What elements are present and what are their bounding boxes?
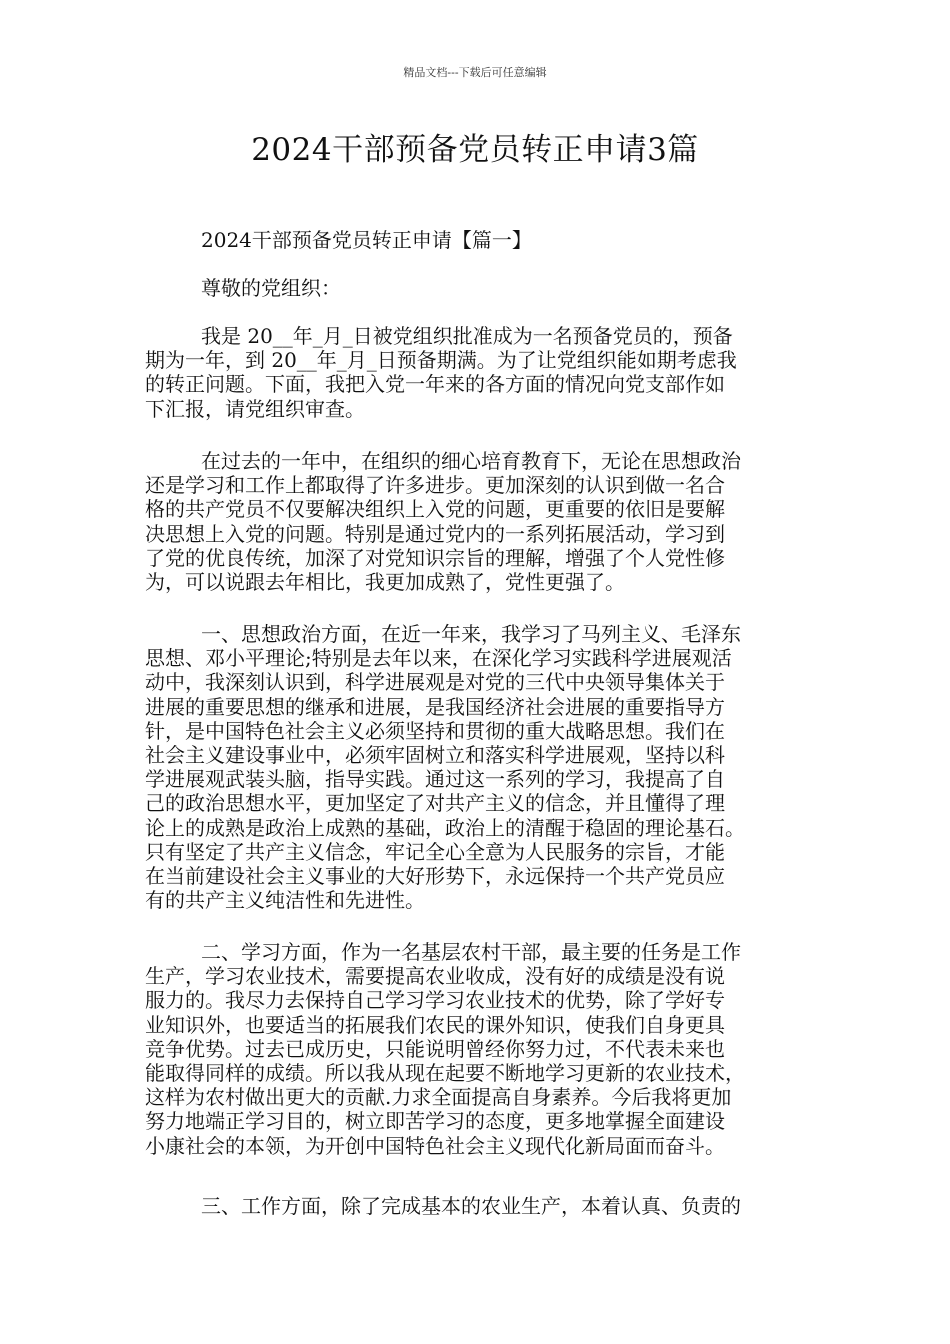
paragraph-line: 思想、邓小平理论;特别是去年以来，在深化学习实践科学进展观活 [145, 646, 732, 671]
paragraph-line: 服力的。我尽力去保持自己学习学习农业技术的优势，除了学好专 [145, 988, 725, 1013]
paragraph-line: 的转正问题。下面，我把入党一年来的各方面的情况向党支部作如 [145, 372, 725, 397]
paragraph-3 [145, 622, 810, 912]
paragraph-line: 学进展观武装头脑，指导实践。通过这一系列的学习，我提高了自 [145, 767, 725, 792]
paragraph-line: 在过去的一年中，在组织的细心培育教育下，无论在思想政治 [201, 449, 741, 473]
paragraph-line: 进展的重要思想的继承和进展，是我国经济社会进展的重要指导方 [145, 694, 725, 719]
paragraph-line: 有的共产主义纯洁性和先进性。 [145, 888, 425, 913]
paragraph-line: 一、思想政治方面，在近一年来，我学习了马列主义、毛泽东 [201, 622, 741, 646]
document-title: 2024干部预备党员转正申请3篇 [251, 132, 699, 168]
paragraph-line: 我是 20__年_月_日被党组织批准成为一名预备党员的，预备 [201, 324, 733, 348]
paragraph-line: 还是学习和工作上都取得了许多进步。更加深刻的认识到做一名合 [145, 473, 725, 498]
paragraph-line: 针，是中国特色社会主义必须坚持和贯彻的重大战略思想。我们在 [145, 718, 725, 743]
salutation: 尊敬的党组织： [201, 276, 341, 300]
section-heading: 2024干部预备党员转正申请【篇一】 [201, 228, 532, 252]
paragraph-line: 这样为农村做出更大的贡献.力求全面提高自身素养。今后我将更加 [145, 1085, 732, 1110]
paragraph-line: 努力地端正学习目的，树立即苦学习的态度，更多地掌握全面建设 [145, 1109, 725, 1134]
paragraph-line: 生产，学习农业技术，需要提高农业收成，没有好的成绩是没有说 [145, 964, 725, 989]
paragraph-5 [145, 1194, 810, 1218]
paragraph-line: 下汇报，请党组织审查。 [145, 396, 365, 421]
paragraph-line: 动中，我深刻认识到，科学进展观是对党的三代中央领导集体关于 [145, 670, 725, 695]
paragraph-line: 业知识外，也要适当的拓展我们农民的课外知识，使我们自身更具 [145, 1012, 725, 1037]
page-header-note: 精品文档---下载后可任意编辑 [403, 66, 547, 79]
paragraph-line: 小康社会的本领，为开创中国特色社会主义现代化新局面而奋斗。 [145, 1133, 725, 1158]
paragraph-line: 了党的优良传统，加深了对党知识宗旨的理解，增强了个人党性修 [145, 545, 725, 570]
paragraph-line: 论上的成熟是政治上成熟的基础，政治上的清醒于稳固的理论基石。 [145, 815, 745, 840]
paragraph-line: 决思想上入党的问题。特别是通过党内的一系列拓展活动，学习到 [145, 521, 725, 546]
paragraph-line: 竞争优势。过去已成历史，只能说明曾经你努力过，不代表未来也 [145, 1036, 725, 1061]
paragraph-line: 三、工作方面，除了完成基本的农业生产，本着认真、负责的 [201, 1194, 741, 1218]
paragraph-line: 期为一年，到 20__年_月_日预备期满。为了让党组织能如期考虑我 [145, 348, 737, 373]
paragraph-line: 为，可以说跟去年相比，我更加成熟了，党性更强了。 [145, 570, 625, 595]
paragraph-line: 只有坚定了共产主义信念，牢记全心全意为人民服务的宗旨，才能 [145, 839, 725, 864]
paragraph-1 [145, 324, 810, 421]
paragraph-line: 二、学习方面，作为一名基层农村干部，最主要的任务是工作 [201, 940, 741, 964]
paragraph-4 [145, 940, 810, 1158]
paragraph-line: 格的共产党员不仅要解决组织上入党的问题，更重要的依旧是要解 [145, 497, 725, 522]
paragraph-line: 在当前建设社会主义事业的大好形势下，永远保持一个共产党员应 [145, 864, 725, 889]
paragraph-line: 己的政治思想水平，更加坚定了对共产主义的信念，并且懂得了理 [145, 791, 725, 816]
paragraph-line: 能取得同样的成绩。所以我从现在起要不断地学习更新的农业技术， [145, 1061, 745, 1086]
paragraph-line: 社会主义建设事业中，必须牢固树立和落实科学进展观，坚持以科 [145, 743, 725, 768]
paragraph-2 [145, 449, 810, 594]
